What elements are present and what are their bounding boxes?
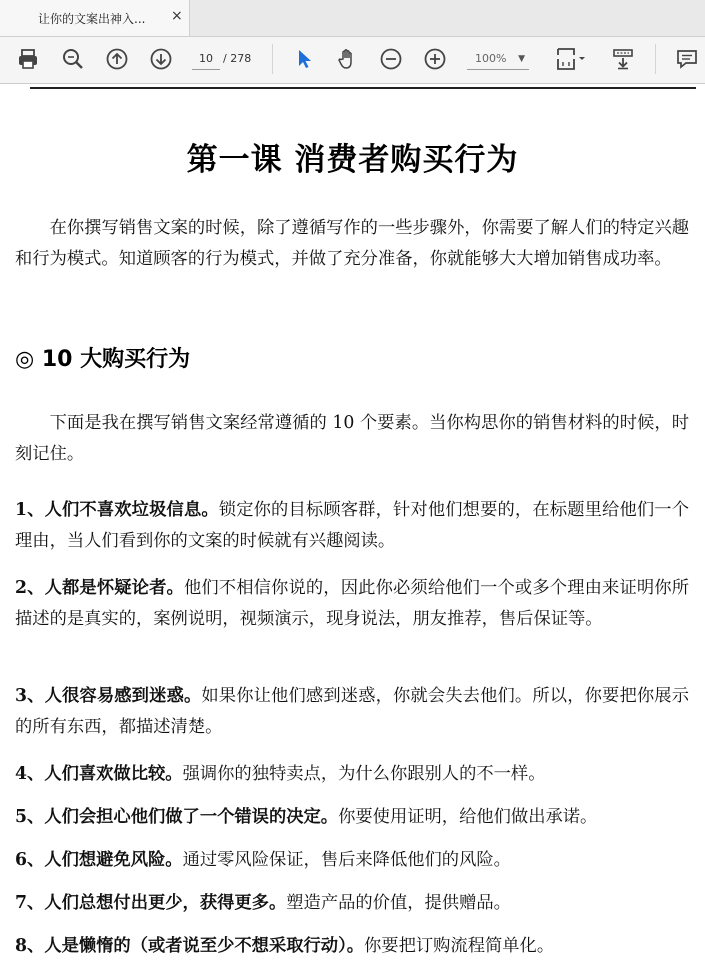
list-item [15,681,689,743]
list-item-text: 你要把订购流程简单化。 [364,936,555,956]
header-rule [30,87,696,89]
list-item [15,888,689,919]
list-item-text: 他们不相信你说的，因此你必须给他们一个或多个理由来证明你所描述的是真实的，案例说明，视频演示，现身说法，朋友推荐，售后保证等。 [15,578,689,629]
list-item-text: 塑造产品的价值，提供赠品。 [286,893,511,913]
zoom-out-icon[interactable] [377,45,405,73]
list-item [15,759,689,790]
list-item-lead: 8、人是懒惰的（或者说至少不想采取行动）。 [15,936,365,956]
comment-icon[interactable] [673,45,701,73]
page-fit-icon[interactable] [552,45,590,73]
previous-page-icon[interactable] [103,45,131,73]
list-item-lead: 2、人都是怀疑论者。 [15,578,184,598]
list-item-text: 锁定你的目标顾客群，针对他们想要的，在标题里给他们一个理由，当人们看到你的文案的时候就有兴趣阅读。 [15,500,689,551]
document-tab[interactable] [0,0,190,36]
page-total: / 278 [223,52,252,65]
zoom-search-icon[interactable] [59,45,87,73]
toolbar-divider [272,44,273,74]
list-item-text: 强调你的独特卖点，为什么你跟别人的不一样。 [182,764,546,784]
list-item-lead: 4、人们喜欢做比较。 [15,764,183,784]
list-item-text: 通过零风险保证，售后来降低他们的风险。 [182,850,511,870]
list-item-text: 如果你让他们感到迷惑，你就会失去他们。所以，你要把你展示的所有东西，都描述清楚。 [15,686,689,737]
intro-paragraph: 在你撰写销售文案的时候，除了遵循写作的一些步骤外，你需要了解人们的特定兴趣和行为模式。知道顾客的行为模式，并做了充分准备，你就能够大大增加销售成功率。 [15,218,690,269]
next-page-icon[interactable] [147,45,175,73]
hand-tool-icon[interactable] [333,45,361,73]
chevron-down-icon: ▼ [518,54,525,64]
close-tab-button[interactable]: × [171,8,183,24]
list-item-lead: 1、人们不喜欢垃圾信息。 [15,500,219,520]
document-page [0,84,705,974]
select-cursor-icon[interactable] [290,45,318,73]
list-item-lead: 5、人们会担心他们做了一个错误的决定。 [15,807,339,827]
list-item [15,495,689,557]
list-item [15,845,689,876]
lesson-title: 第一课 消费者购买行为 [186,142,519,178]
list-item-lead: 3、人很容易感到迷惑。 [15,686,202,706]
list-item-lead: 6、人们想避免风险。 [15,850,183,870]
page-number-input[interactable]: 10 [192,49,220,70]
list-item [15,931,689,962]
list-item-lead: 7、人们总想付出更少，获得更多。 [15,893,287,913]
tab-title: 让你的文案出神入... [38,12,146,26]
zoom-in-icon[interactable] [421,45,449,73]
list-item-text: 你要使用证明，给他们做出承诺。 [338,807,598,827]
list-item [15,573,689,635]
section-heading: ◎ 10 大购买行为 [15,347,191,372]
tab-bar [0,0,705,37]
section-intro-paragraph: 下面是我在撰写销售文案经常遵循的 10 个要素。当你构思你的销售材料的时候，时刻记住。 [15,413,689,464]
scroll-mode-icon[interactable] [609,45,637,73]
print-icon[interactable] [14,45,42,73]
zoom-value: 100% [475,52,507,65]
zoom-dropdown[interactable] [467,49,529,70]
toolbar [0,37,705,84]
list-item [15,802,689,833]
toolbar-divider [655,44,656,74]
